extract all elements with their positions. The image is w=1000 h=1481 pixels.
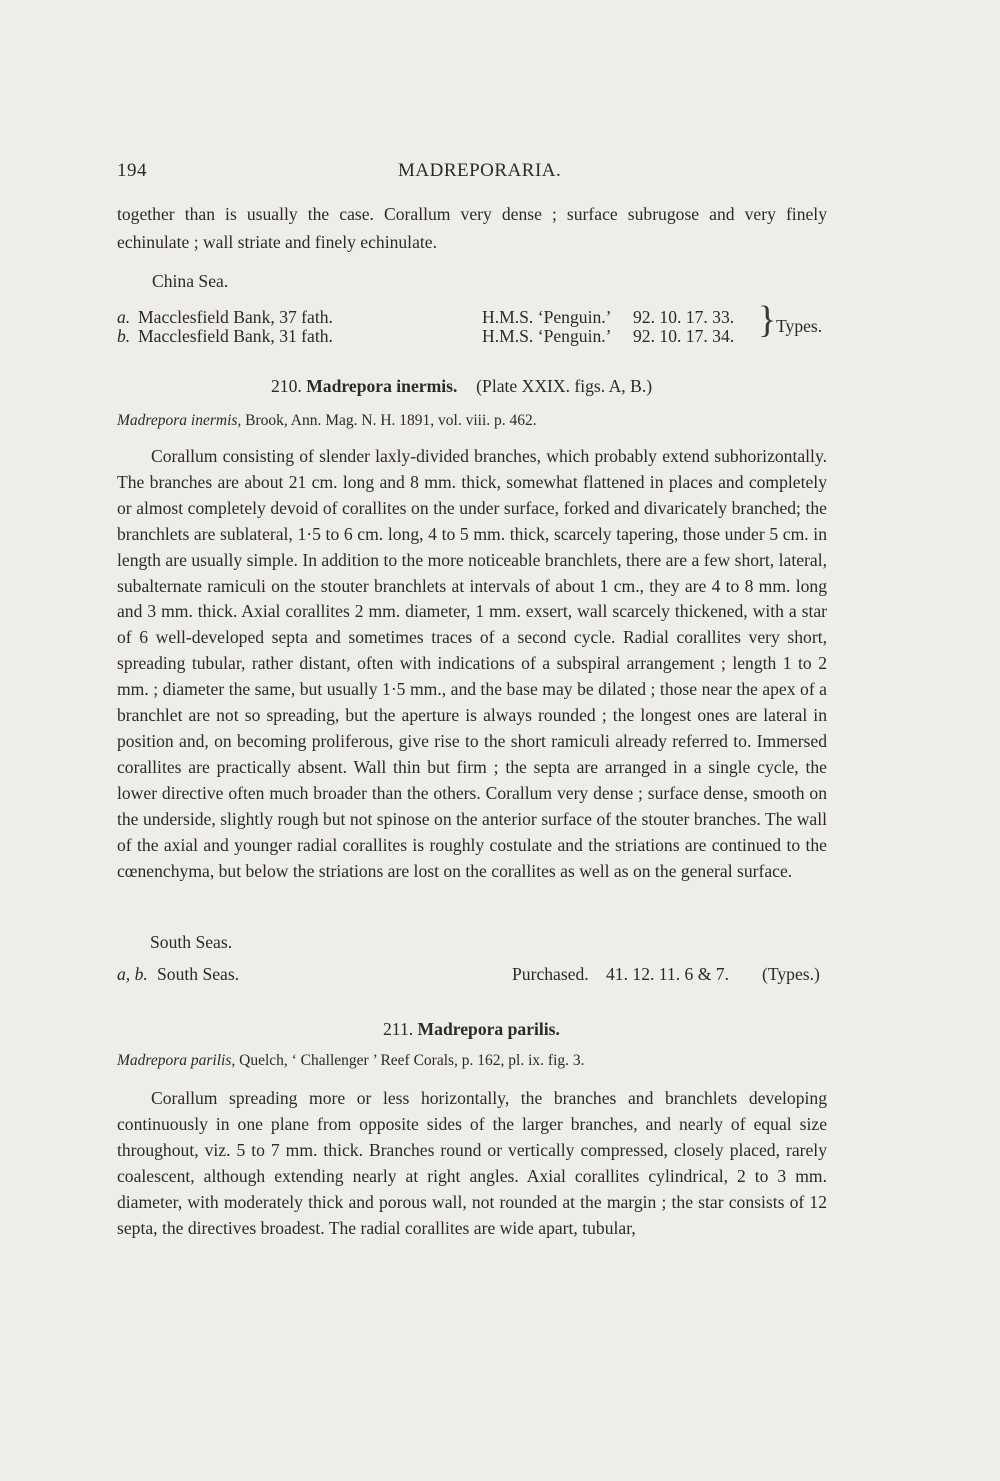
citation-name: Madrepora parilis, bbox=[117, 1052, 236, 1069]
species-name: Madrepora inermis. bbox=[306, 376, 458, 396]
specimen-letter: b. bbox=[117, 326, 131, 346]
description-text: Corallum consisting of slender laxly-divided branches, which probably extend subhorizontally. The branches are about 21 cm. long and 8 mm. thick, somewhat flattened in places and completely or almost completely devoid of corallites on the under surface, forked and divaricately branched; the branchlets are sublateral, 1·5 to 6 cm. long, 4 to 5 mm. thick, scarcely tapering, those under 5 cm. in length are usually simple. In addition to the more noticeable branchlets, there are a few short, lateral, subalternate ramiculi on the stouter branchlets at intervals of about 1 cm., they are 4 to 8 mm. long and 3 mm. thick. Axial corallites 2 mm. diameter, 1 mm. exsert, wall scarcely thickened, with a star of 6 well-developed septa and sometimes traces of a second cycle. Radial corallites very short, spreading tubular, rather distant, often with indications of a subspiral arrangement ; length 1 to 2 mm. ; diameter the same, but usually 1·5 mm., and the base may be dilated ; those near the apex of a branchlet are not so spreading, but the aperture is always rounded ; the longest ones are lateral in position and, on becoming proliferous, give rise to the short ramiculi already referred to. Immersed corallites are practically absent. Wall thin but firm ; the septa are arranged in a single cycle, the lower directive often much broader than the others. Corallum very dense ; surface dense, smooth on the underside, slightly rough but not spinose on the anterior surface of the stouter branches. The wall of the axial and younger radial corallites is roughly costulate and the striations are continued to the cœnenchyma, but below the striations are lost on the corallites as well as on the general surface. bbox=[117, 446, 827, 881]
citation-text: Quelch, ‘ Challenger ’ Reef Corals, p. 162, pl. ix. fig. 3. bbox=[239, 1052, 585, 1069]
species-description bbox=[117, 444, 827, 922]
species-description bbox=[117, 1086, 827, 1246]
paragraph-line: together than is usually the case. Corallum very dense ; surface subrugose and very finely bbox=[117, 204, 827, 224]
specimen-place: South Seas. bbox=[157, 964, 240, 984]
species-heading bbox=[271, 373, 652, 399]
running-title: MADREPORARIA. bbox=[398, 160, 562, 181]
citation bbox=[117, 412, 537, 430]
types-label: Types. bbox=[776, 316, 823, 336]
specimen-place: Macclesfield Bank, 31 fath. bbox=[138, 326, 333, 346]
species-name: Madrepora parilis. bbox=[417, 1019, 560, 1039]
specimen-source: H.M.S. ‘Penguin.’ bbox=[482, 307, 612, 327]
specimen-letter: a, b. bbox=[117, 964, 148, 984]
citation-name: Madrepora inermis, bbox=[117, 412, 242, 429]
species-heading bbox=[383, 1016, 560, 1042]
page-number: 194 bbox=[117, 160, 147, 181]
specimen-registration: 92. 10. 17. 34. bbox=[633, 326, 735, 346]
species-number: 211. bbox=[383, 1019, 414, 1039]
specimen-letter: a. bbox=[117, 307, 131, 327]
locality-heading: China Sea. bbox=[152, 271, 229, 291]
locality-heading: South Seas. bbox=[150, 932, 233, 952]
citation bbox=[117, 1052, 585, 1070]
brace-glyph: } bbox=[758, 299, 777, 341]
specimen-source: H.M.S. ‘Penguin.’ bbox=[482, 326, 612, 346]
paragraph-line: echinulate ; wall striate and finely echinulate. bbox=[117, 232, 437, 252]
description-text: Corallum spreading more or less horizontally, the branches and branchlets developing continuously in one plane from opposite sides of the larger branches, and nearly of equal size throughout, viz. 5 to 7 mm. thick. Branches round or vertically compressed, closely placed, rarely coalescent, although extending nearly at right angles. Axial corallites cylindrical, 2 to 3 mm. diameter, with moderately thick and porous wall, not rounded at the margin ; the star consists of 12 septa, the directives broadest. The radial corallites are wide apart, tubular, bbox=[117, 1088, 827, 1238]
citation-text: Brook, Ann. Mag. N. H. 1891, vol. viii. p. 462. bbox=[245, 412, 537, 429]
specimen-types: (Types.) bbox=[762, 964, 820, 984]
specimen-place: Macclesfield Bank, 37 fath. bbox=[138, 307, 333, 327]
species-number: 210. bbox=[271, 376, 302, 396]
specimen-source: Purchased. bbox=[512, 964, 589, 984]
specimen-registration: 92. 10. 17. 33. bbox=[633, 307, 735, 327]
specimen-registration: 41. 12. 11. 6 & 7. bbox=[606, 964, 729, 984]
plate-reference: (Plate XXIX. figs. A, B.) bbox=[476, 376, 653, 396]
